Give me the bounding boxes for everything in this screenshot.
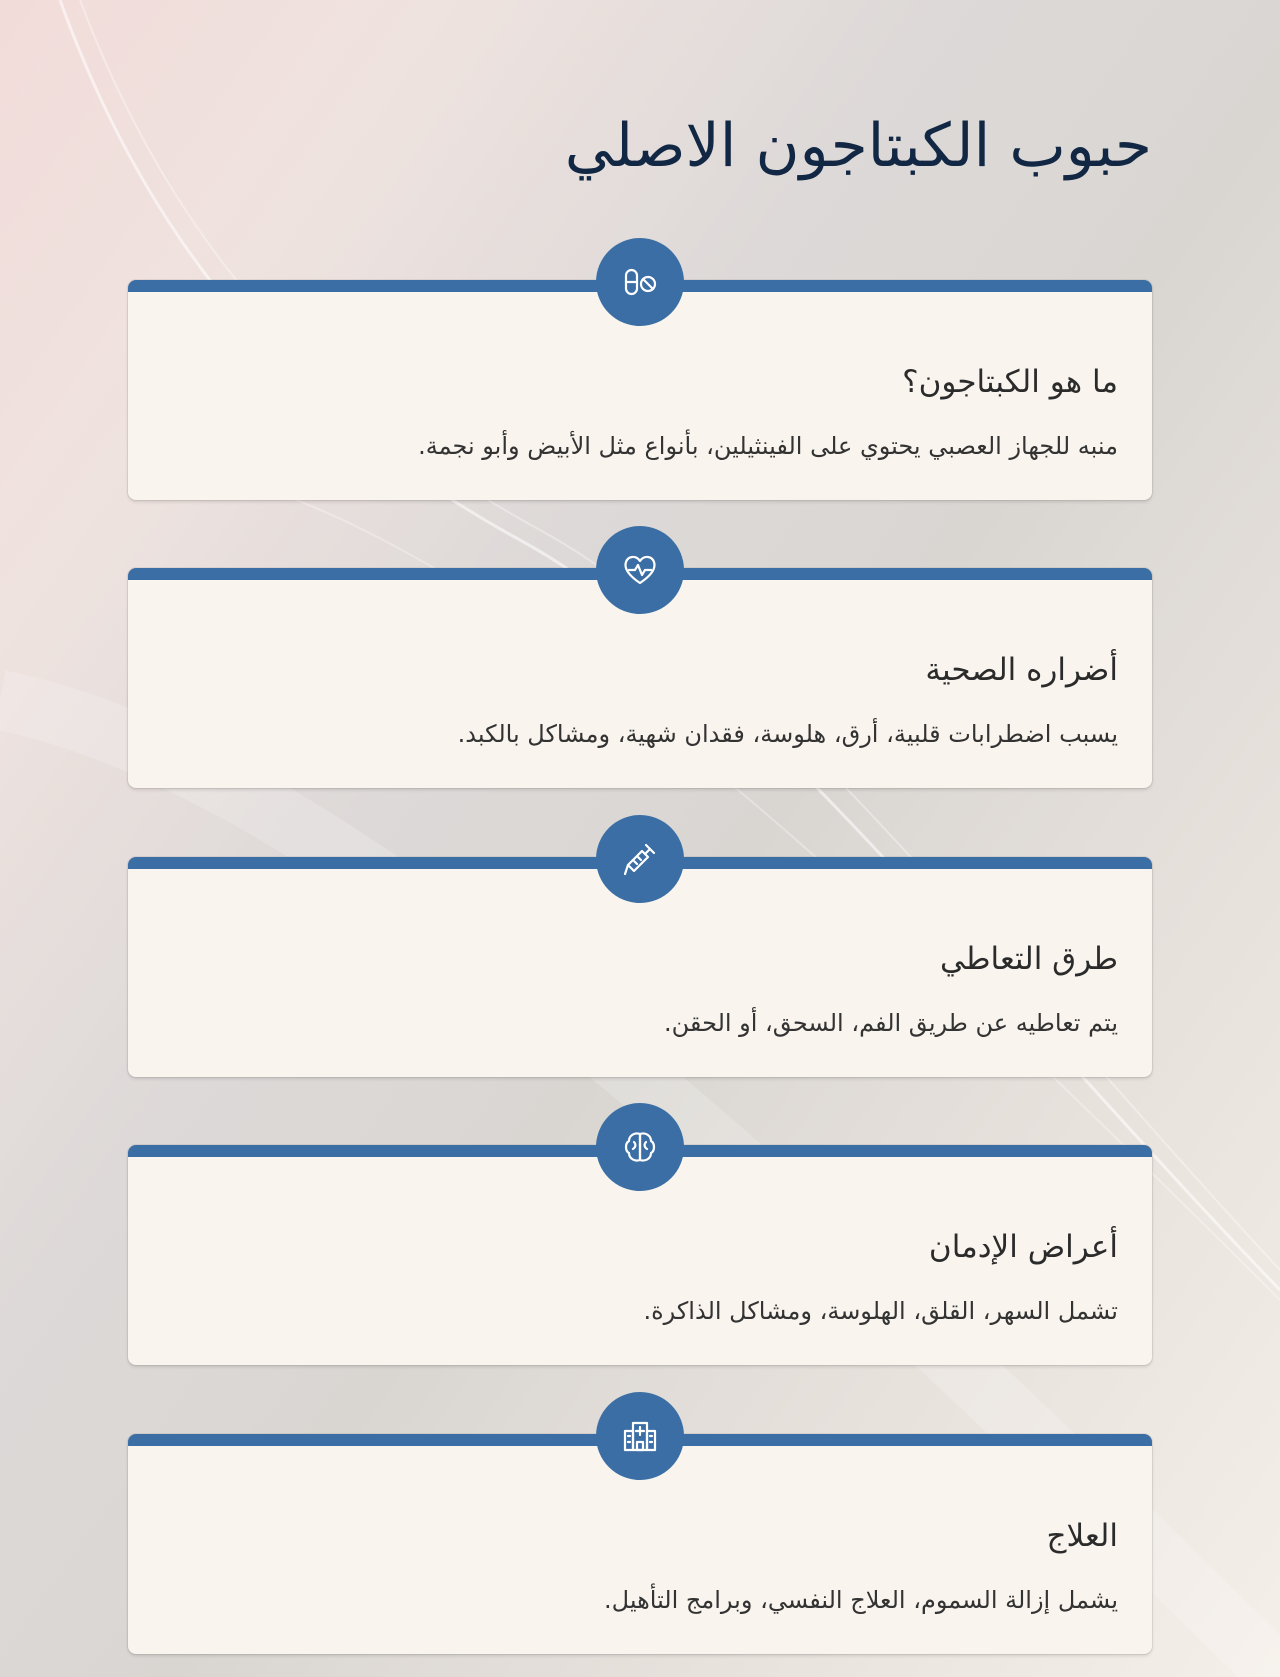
card-text: يتم تعاطيه عن طريق الفم، السحق، أو الحقن.	[664, 1009, 1118, 1037]
card-title: أعراض الإدمان	[928, 1229, 1118, 1265]
syringe-icon	[596, 815, 684, 903]
info-card-symptoms	[128, 1145, 1152, 1365]
info-card-health-risks	[128, 568, 1152, 788]
card-text: يسبب اضطرابات قلبية، أرق، هلوسة، فقدان شهية، ومشاكل بالكبد.	[457, 720, 1118, 748]
info-card-treatment	[128, 1434, 1152, 1654]
hospital-icon	[596, 1392, 684, 1480]
card-text: منبه للجهاز العصبي يحتوي على الفينثيلين، بأنواع مثل الأبيض وأبو نجمة.	[418, 432, 1118, 460]
card-title: أضراره الصحية	[925, 652, 1118, 688]
card-title: طرق التعاطي	[939, 941, 1118, 977]
pills-icon	[596, 238, 684, 326]
info-card-methods	[128, 857, 1152, 1077]
card-title: ما هو الكبتاجون؟	[902, 364, 1118, 400]
heart-pulse-icon	[596, 526, 684, 614]
brain-icon	[596, 1103, 684, 1191]
page-title: حبوب الكبتاجون الاصلي	[564, 111, 1152, 181]
card-title: العلاج	[1046, 1518, 1118, 1554]
info-card-what-is	[128, 280, 1152, 500]
card-text: يشمل إزالة السموم، العلاج النفسي، وبرامج التأهيل.	[604, 1586, 1118, 1614]
card-text: تشمل السهر، القلق، الهلوسة، ومشاكل الذاكرة.	[643, 1297, 1118, 1325]
